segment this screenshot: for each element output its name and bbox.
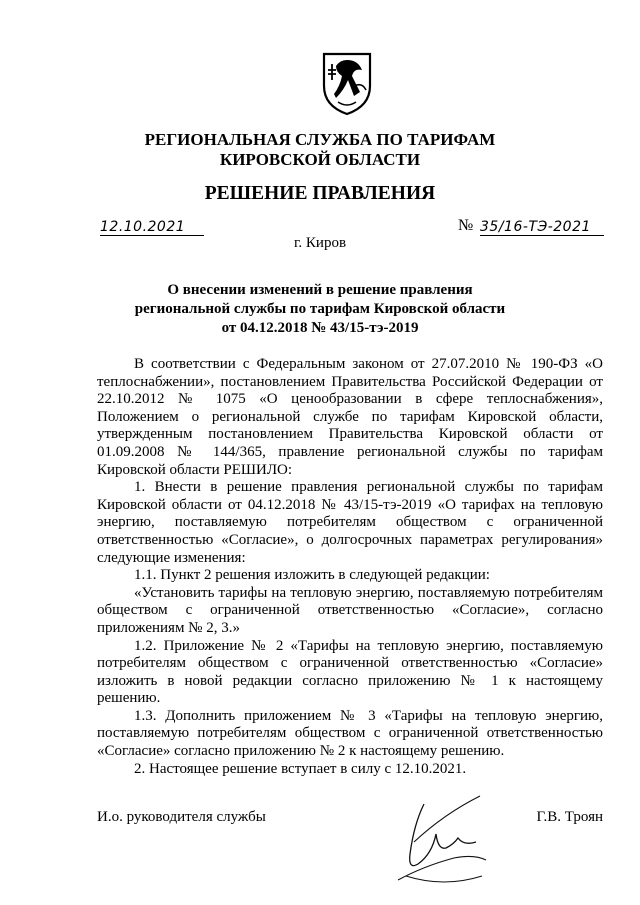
subject-line1: О внесении изменений в решение правления (167, 282, 473, 298)
paragraph-item-1-3: 1.3. Дополнить приложением № 3 «Тарифы на тепловую энергию, поставляемую потребителям обществом с ограниченной ответственностью «Согласие» согласно приложению № 2 к настоящему решению. (97, 707, 603, 760)
city: г. Киров (293, 235, 347, 251)
document-body (97, 356, 603, 778)
paragraph-item-1-1: 1.1. Пункт 2 решения изложить в следующей редакции: (134, 567, 490, 584)
handwritten-signature (384, 784, 494, 894)
number-label: № (458, 217, 474, 234)
document-number: 35/16-ТЭ-2021 (480, 219, 604, 236)
document-type: РЕШЕНИЕ ПРАВЛЕНИЯ (204, 183, 436, 204)
paragraph-preamble: В соответствии с Федеральным законом от 27.07.2010 № 190-ФЗ «О теплоснабжении», постановлением Правительства Российской Федерации от 22.10.2012 № 1075 «О ценообразовании в сфере теплоснабжения», Положением о региональной службе по тарифам Кировской области, утвержденным постановлением Правительства Кировской области от 01.09.2008 № 144/365, правление региональной службы по тарифам Кировской области РЕШИЛО: (97, 356, 603, 478)
document-date: 12.10.2021 (100, 219, 204, 236)
subject-line3: от 04.12.2018 № 43/15-тэ-2019 (221, 320, 419, 336)
org-name-line1: РЕГИОНАЛЬНАЯ СЛУЖБА ПО ТАРИФАМ (144, 130, 496, 149)
coat-of-arms-icon (318, 46, 376, 118)
paragraph-item-2: 2. Настоящее решение вступает в силу с 12.10.2021. (134, 760, 467, 777)
signatory-title: И.о. руководителя службы (97, 809, 266, 825)
subject-line2: региональной службы по тарифам Кировской области (134, 301, 506, 317)
paragraph-item-1: 1. Внести в решение правления региональной службы по тарифам Кировской области от 04.12.2018 № 43/15-тэ-2019 «О тарифах на тепловую энергию, поставляемую потребителям обществом с ограниченной ответственностью «Согласие», о долгосрочных параметрах регулирования» следующие изменения: (97, 479, 603, 566)
paragraph-item-1-2: 1.2. Приложение № 2 «Тарифы на тепловую энергию, поставляемую потребителям обществом с ограниченной ответственностью «Согласие» изложить в новой редакции согласно приложению № 1 к настоящему решению. (97, 637, 603, 707)
document-subject (0, 281, 640, 338)
org-name-line2: КИРОВСКОЙ ОБЛАСТИ (219, 150, 421, 169)
signatory-name: Г.В. Троян (536, 809, 603, 825)
paragraph-item-1-1-text: «Установить тарифы на тепловую энергию, поставляемую потребителям обществом с ограниченной ответственностью «Согласие», согласно приложениям № 2, 3.» (97, 584, 603, 636)
